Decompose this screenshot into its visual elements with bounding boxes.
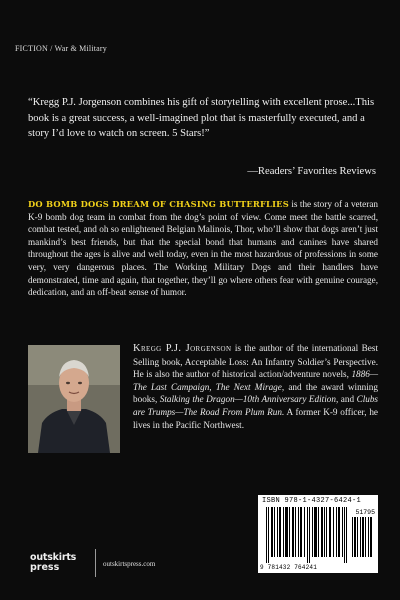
review-attribution: —Readers’ Favorites Reviews bbox=[247, 166, 376, 177]
author-bio-part-1: is the author of the international Best Selling book, Acceptable Loss: An Infantry Soldier’s Perspective. He is also the author of historical action/adventure novels, bbox=[133, 343, 378, 380]
isbn-barcode bbox=[258, 495, 378, 573]
author-book-title-3: Clubs are Trumps—The Road From Plum Run. bbox=[133, 394, 379, 417]
author-bio bbox=[133, 342, 378, 431]
publisher-logo-line1: outskirts bbox=[30, 552, 77, 563]
publisher-divider bbox=[95, 549, 96, 577]
barcode-digits: 9 781432 764241 bbox=[260, 564, 318, 571]
author-book-title-2: Stalking the Dragon—10th Anniversary Edition, bbox=[159, 394, 339, 405]
author-bio-part-3: and bbox=[338, 394, 357, 405]
author-novel-titles: 1886—The Last Campaign, The Next Mirage, bbox=[133, 369, 378, 392]
publisher-logo bbox=[30, 553, 88, 581]
author-name: Kregg P.J. Jorgenson bbox=[133, 343, 232, 354]
isbn-number: ISBN 978-1-4327-6424-1 bbox=[262, 497, 362, 505]
author-photo bbox=[28, 345, 120, 453]
synopsis-text: is the story of a veteran K-9 bomb dog team in combat from the dog’s point of view. Come meet the battle scarred, combat tested, and oh so enlightened Belgian Malinois, Thor, who’ll show that dogs aren’t just mankind’s best friends, but that the special bond that humans and canines have shared throughout the ages is alive and well today, even in the most hazardous of professions in some very, very dangerous places. The Working Military Dogs and their handlers have demonstrated, time and again, that together, they’ll go where others fear with genuine courage, dedication, and an off-beat sense of humor. bbox=[28, 199, 378, 298]
price-code: 51795 bbox=[355, 509, 375, 516]
author-bio-part-2: and the award winning books, bbox=[133, 381, 378, 405]
author-bio-part-4: A former K-9 officer, he lives in the Pacific Northwest. bbox=[133, 406, 378, 430]
synopsis bbox=[28, 198, 378, 299]
barcode-bars bbox=[258, 495, 378, 573]
publisher-url: outskirtspress.com bbox=[103, 560, 156, 568]
genre-label: FICTION / War & Military bbox=[15, 44, 107, 53]
review-quote: “Kregg P.J. Jorgenson combines his gift of storytelling with excellent prose...This book is a great success, a well-imagined plot that is masterfully executed, and a story I’d love to watch on screen. 5 Stars!” bbox=[28, 97, 375, 140]
book-title: DO BOMB DOGS DREAM OF CHASING BUTTERFLIES bbox=[28, 199, 289, 209]
publisher-logo-line2: press bbox=[30, 562, 60, 573]
